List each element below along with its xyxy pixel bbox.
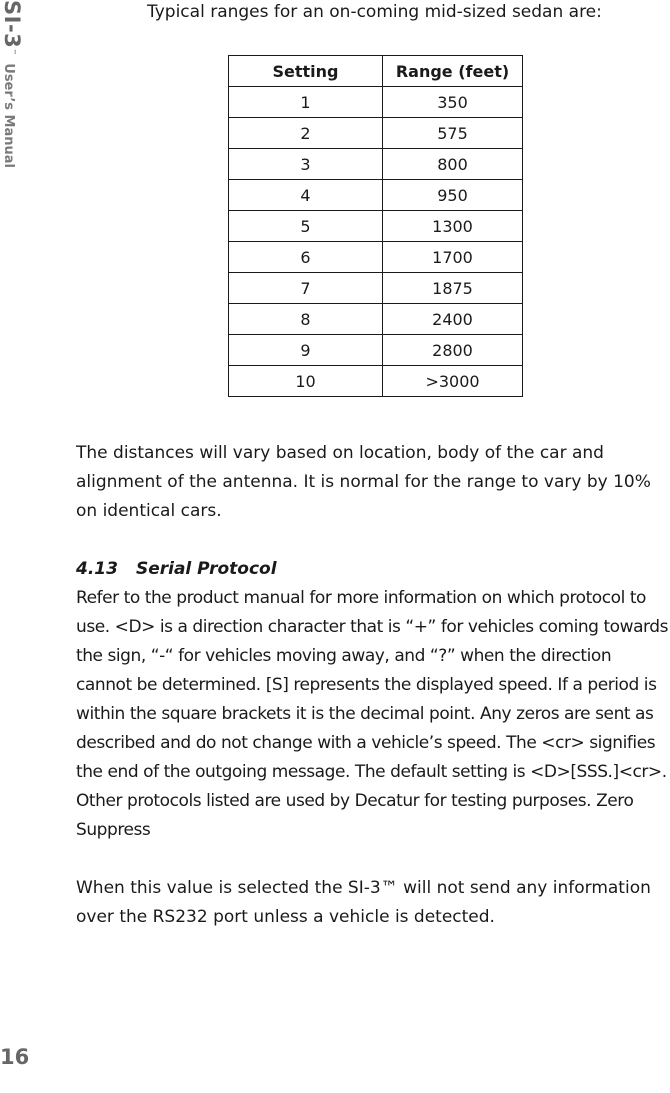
range-cell: 1300 xyxy=(383,211,523,242)
range-cell: 2800 xyxy=(383,335,523,366)
range-cell: 350 xyxy=(383,87,523,118)
range-cell: 575 xyxy=(383,118,523,149)
setting-cell: 5 xyxy=(229,211,383,242)
column-header-setting: Setting xyxy=(229,56,383,87)
section-title: Serial Protocol xyxy=(135,559,277,579)
trademark-symbol: ™ xyxy=(9,48,18,56)
table-row xyxy=(229,366,523,397)
range-cell: 950 xyxy=(383,180,523,211)
zero-suppress-paragraph: When this value is selected the SI-3™ will not send any information over the RS232 port unless a vehicle is detected. xyxy=(76,878,651,927)
table-row xyxy=(229,242,523,273)
product-name: SI-3 xyxy=(0,0,24,49)
range-table xyxy=(228,55,523,397)
setting-cell: 2 xyxy=(229,118,383,149)
setting-cell: 1 xyxy=(229,87,383,118)
manual-label: User’s Manual xyxy=(1,63,16,168)
section-number: 4.13 xyxy=(76,559,118,579)
intro-text: Typical ranges for an on-coming mid-sized sedan are: xyxy=(147,2,602,22)
table-row xyxy=(229,304,523,335)
table-row xyxy=(229,335,523,366)
range-cell: 2400 xyxy=(383,304,523,335)
range-cell: 1700 xyxy=(383,242,523,273)
setting-cell: 10 xyxy=(229,366,383,397)
side-header-text xyxy=(0,0,24,168)
section-heading xyxy=(76,555,277,584)
table-row xyxy=(229,211,523,242)
range-cell: 800 xyxy=(383,149,523,180)
column-header-range: Range (feet) xyxy=(383,56,523,87)
setting-cell: 6 xyxy=(229,242,383,273)
side-header xyxy=(0,0,24,168)
page-number: 16 xyxy=(0,1045,30,1069)
range-cell: >3000 xyxy=(383,366,523,397)
table-row xyxy=(229,87,523,118)
range-cell: 1875 xyxy=(383,273,523,304)
setting-cell: 9 xyxy=(229,335,383,366)
table-row xyxy=(229,118,523,149)
table-row xyxy=(229,149,523,180)
setting-cell: 3 xyxy=(229,149,383,180)
setting-cell: 4 xyxy=(229,180,383,211)
serial-protocol-paragraph: Refer to the product manual for more information on which protocol to use. <D> is a direction character that is “+” for vehicles coming towards the sign, “-“ for vehicles moving away, and “?” when the direction cannot be determined. [S] represents the displayed speed. If a period is within the square brackets it is the decimal point. Any zeros are sent as described and do not change with a vehicle’s speed. The <cr> signifies the end of the outgoing message. The default setting is <D>[SSS.]<cr>. Other protocols listed are used by Decatur for testing purposes. Zero Suppress xyxy=(76,588,669,840)
table-header-row xyxy=(229,56,523,87)
setting-cell: 7 xyxy=(229,273,383,304)
setting-cell: 8 xyxy=(229,304,383,335)
table-row xyxy=(229,273,523,304)
table-row xyxy=(229,180,523,211)
distance-note: The distances will vary based on location, body of the car and alignment of the antenna. It is normal for the range to vary by 10% on identical cars. xyxy=(76,443,651,521)
